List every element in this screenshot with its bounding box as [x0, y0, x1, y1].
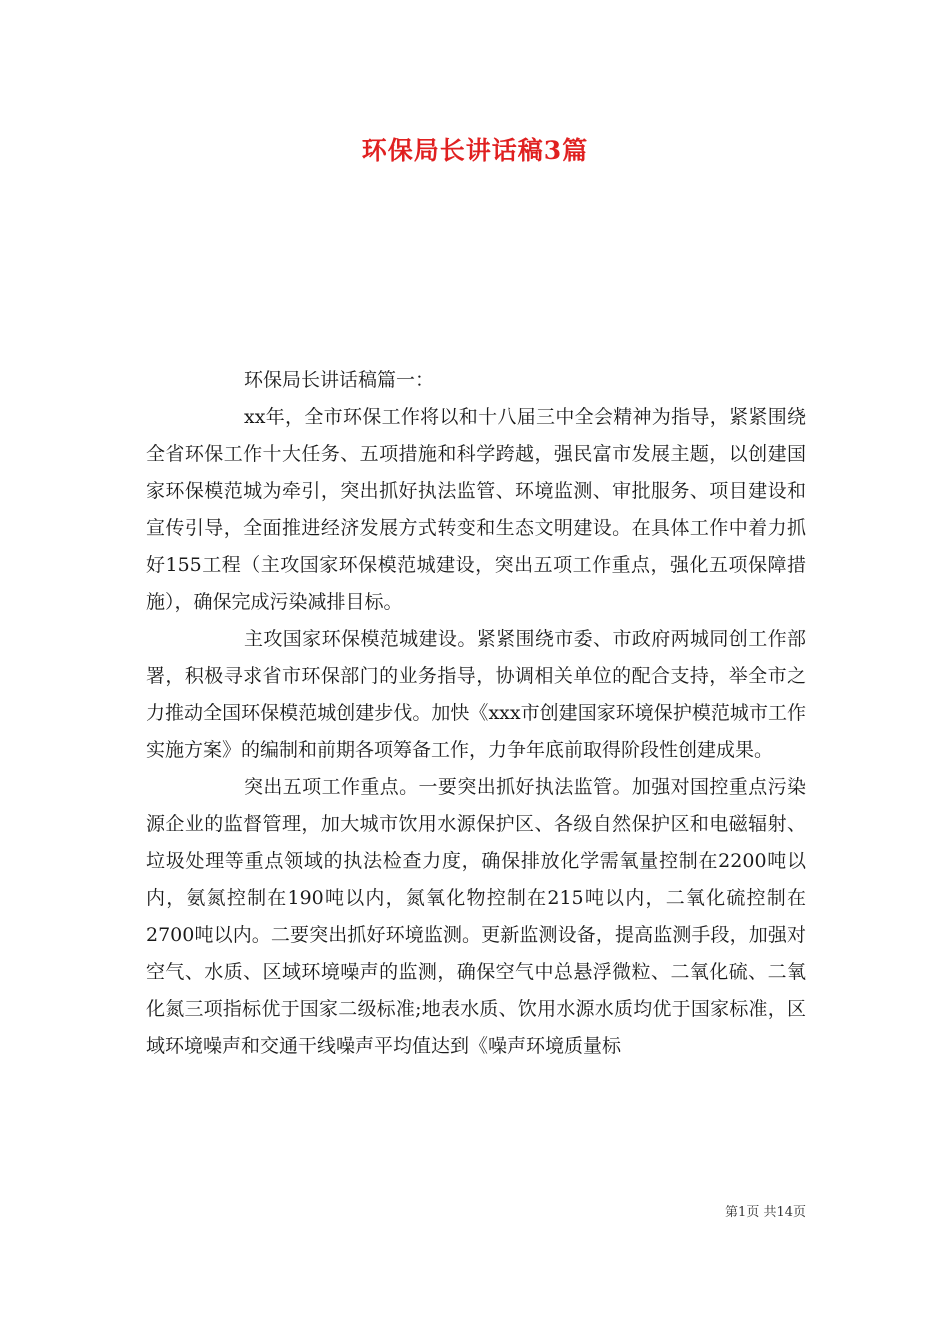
paragraph-2: 主攻国家环保模范城建设。紧紧围绕市委、市政府两城同创工作部署，积极寻求省市环保部门的业务指导，协调相关单位的配合支持，举全市之力推动全国环保模范城创建步伐。加快《xxx市创建国家环境保护模范城市工作实施方案》的编制和前期各项筹备工作，力争年底前取得阶段性创建成果。	[146, 628, 806, 761]
paragraph-1: xx年，全市环保工作将以和十八届三中全会精神为指导，紧紧围绕全省环保工作十大任务、五项措施和科学跨越，强民富市发展主题，以创建国家环保模范城为牵引，突出抓好执法监管、环境监测、审批服务、项目建设和宣传引导，全面推进经济发展方式转变和生态文明建设。在具体工作中着力抓好155工程（主攻国家环保模范城建设，突出五项工作重点，强化五项保障措施），确保完成污染减排目标。	[146, 406, 806, 613]
page-number-footer: 第1页 共14页	[725, 1205, 806, 1220]
section-heading: 环保局长讲话稿篇一：	[244, 369, 435, 391]
document-body	[146, 362, 806, 1065]
paragraph-3: 突出五项工作重点。一要突出抓好执法监管。加强对国控重点污染源企业的监督管理，加大城市饮用水源保护区、各级自然保护区和电磁辐射、垃圾处理等重点领域的执法检查力度，确保排放化学需氧量控制在2200吨以内，氨氮控制在190吨以内，氮氧化物控制在215吨以内，二氧化硫控制在2700吨以内。二要突出抓好环境监测。更新监测设备，提高监测手段，加强对空气、水质、区域环境噪声的监测，确保空气中总悬浮微粒、二氧化硫、二氧化氮三项指标优于国家二级标准;地表水质、饮用水源水质均优于国家标准，区域环境噪声和交通干线噪声平均值达到《噪声环境质量标	[146, 776, 806, 1057]
document-title: 环保局长讲话稿3篇	[361, 136, 589, 165]
